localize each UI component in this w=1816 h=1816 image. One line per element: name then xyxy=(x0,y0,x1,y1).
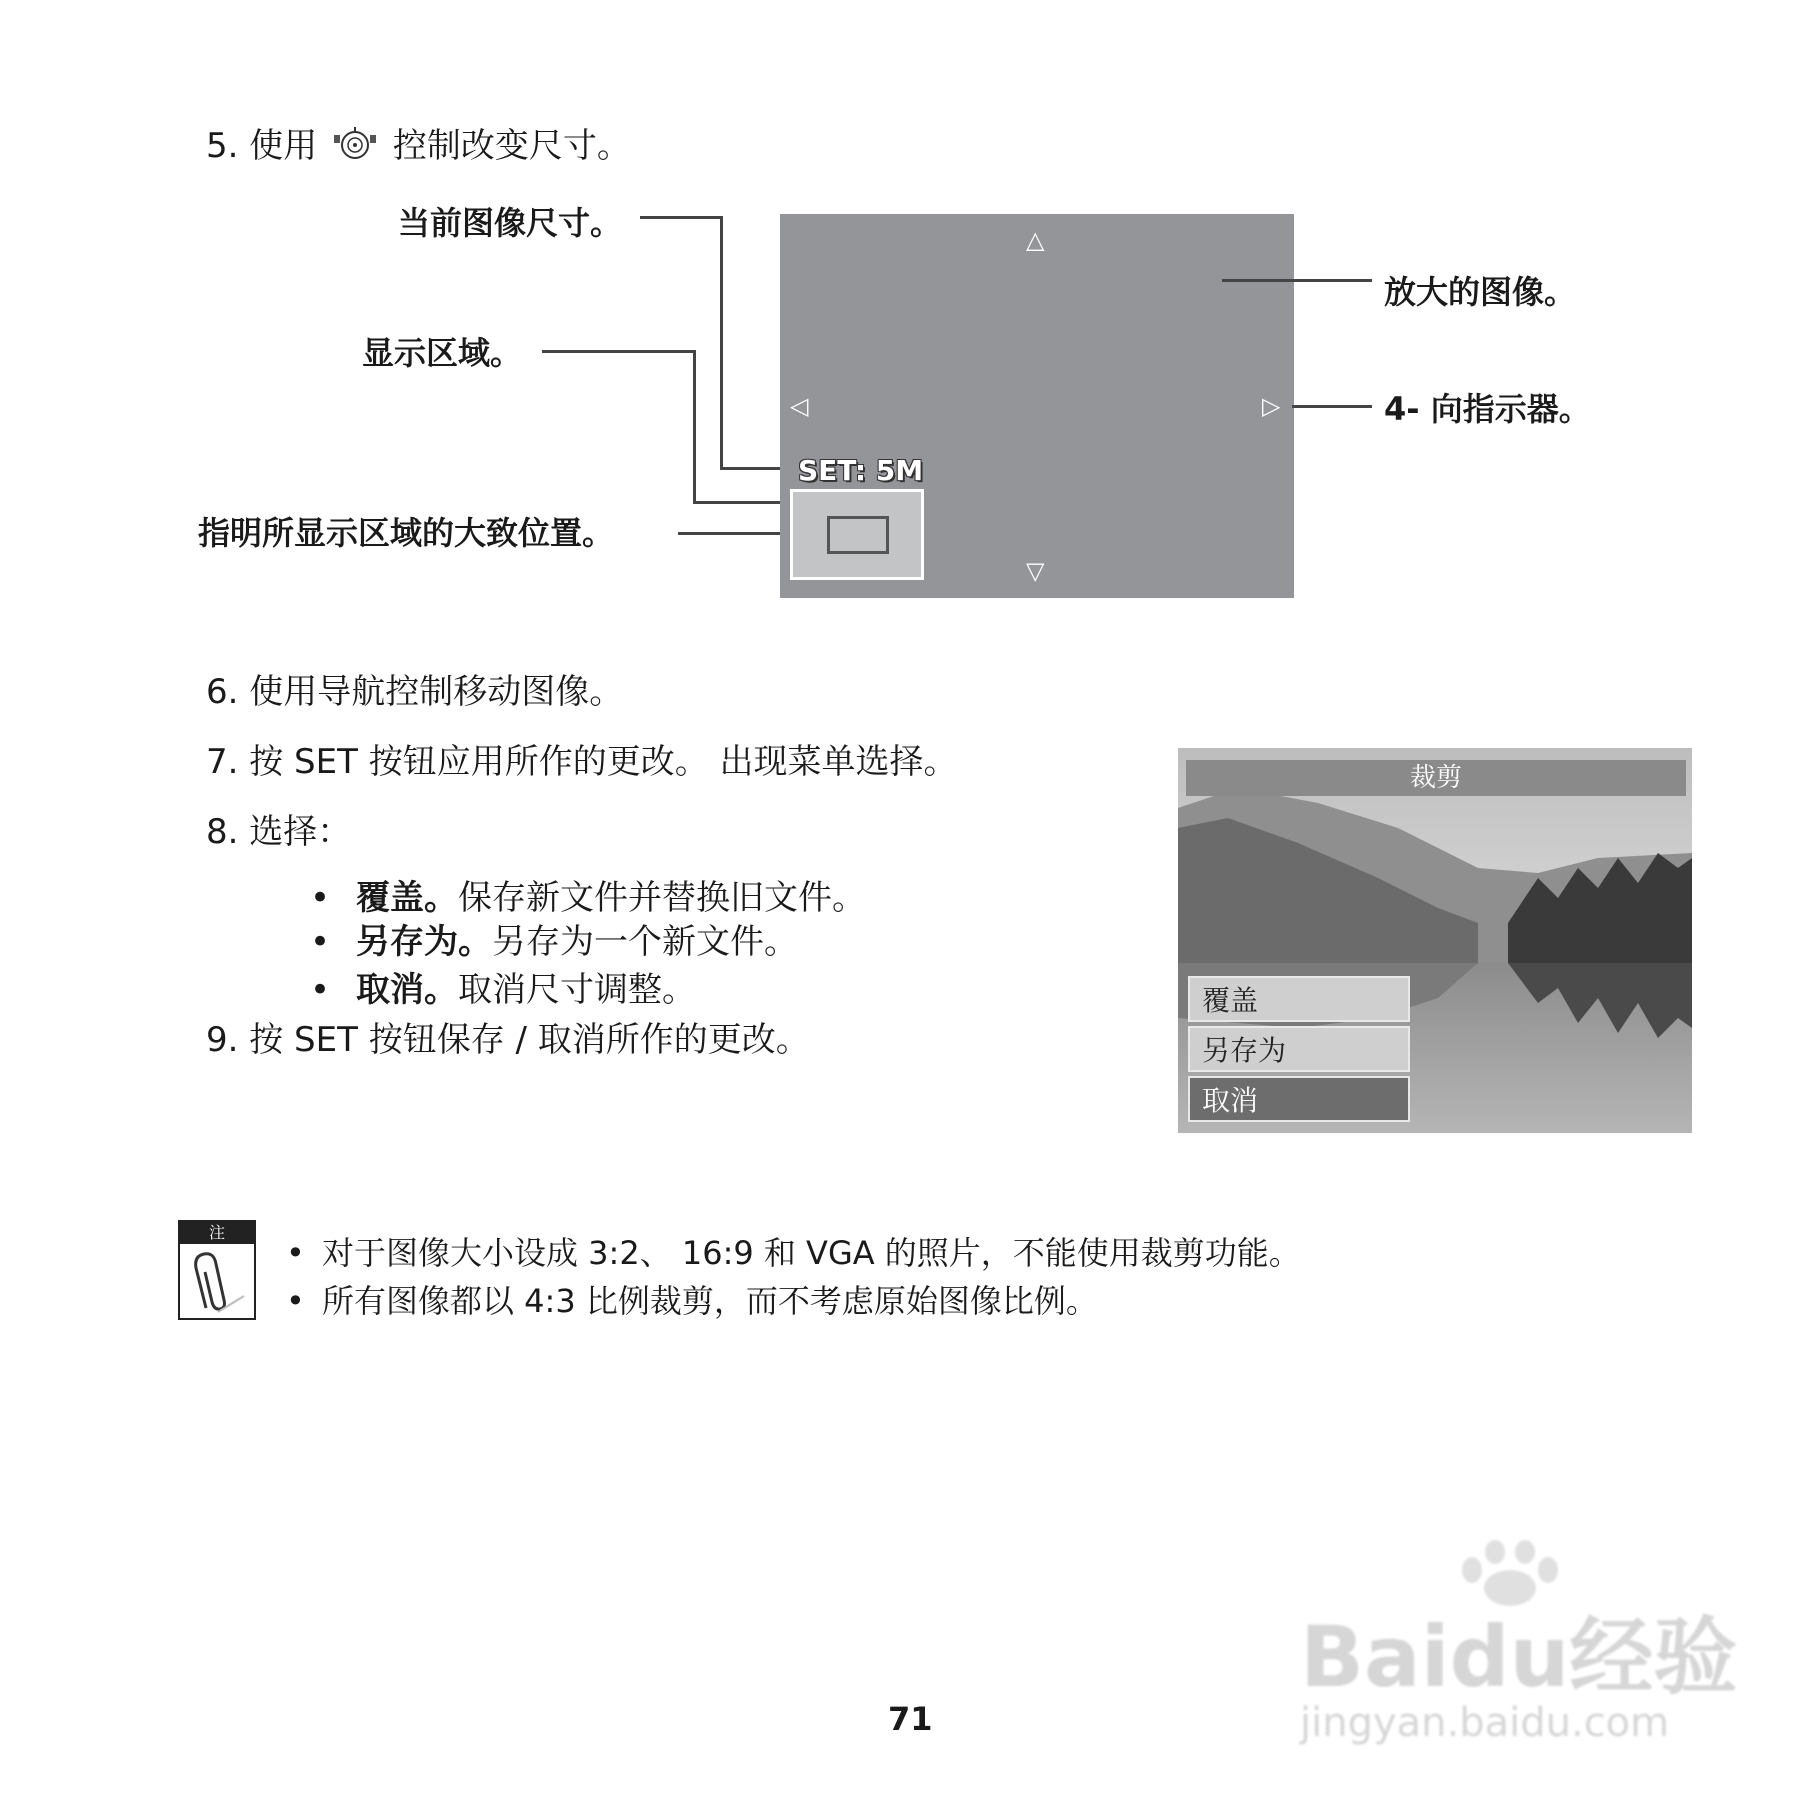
arrow-down-icon: ▽ xyxy=(1026,557,1045,585)
bullet-save-as xyxy=(310,914,798,963)
callout-current-size: 当前图像尺寸。 xyxy=(398,204,623,242)
zoom-screen xyxy=(780,214,1294,598)
bullet-dot: • xyxy=(286,1234,305,1272)
watermark-url: jingyan.baidu.com xyxy=(1300,1700,1670,1746)
step-6: 6. 使用导航控制移动图像。 xyxy=(206,672,624,712)
leader-current-size-h1 xyxy=(640,216,722,219)
bullet-dot: • xyxy=(310,878,331,918)
leader-display-area-v xyxy=(693,350,696,504)
dial-icon xyxy=(332,123,378,172)
bullet-term: 覆盖。 xyxy=(356,878,458,918)
navigation-box xyxy=(790,489,924,580)
arrow-right-icon: ▷ xyxy=(1262,392,1281,420)
callout-four-way: 4- 向指示器。 xyxy=(1384,390,1591,428)
callout-display-area: 显示区域。 xyxy=(362,334,523,372)
leader-enlarged xyxy=(1222,279,1372,282)
callout-position: 指明所显示区域的大致位置。 xyxy=(198,514,615,552)
menu-overwrite[interactable]: 覆盖 xyxy=(1188,976,1410,1022)
arrow-left-icon: ◁ xyxy=(790,392,809,420)
bullet-overwrite xyxy=(310,870,866,919)
baidu-watermark xyxy=(1300,1540,1740,1760)
crop-title-bar: 裁剪 xyxy=(1186,760,1686,796)
size-label: SET: 5M xyxy=(798,454,924,487)
note-label: 注 xyxy=(180,1222,254,1244)
arrow-up-icon: △ xyxy=(1026,226,1045,254)
page-number: 71 xyxy=(888,1700,933,1738)
step-5-suffix: 控制改变尺寸。 xyxy=(392,126,631,166)
bullet-cancel xyxy=(310,962,696,1011)
step-8: 8. 选择： xyxy=(206,812,352,852)
step-5 xyxy=(206,118,631,172)
note-text: 对于图像大小设成 3:2、 16:9 和 VGA 的照片，不能使用裁剪功能。 xyxy=(322,1234,1301,1272)
bullet-dot: • xyxy=(310,922,331,962)
note-line-1 xyxy=(286,1228,1301,1274)
leader-four-way xyxy=(1292,405,1372,408)
bullet-desc: 另存为一个新文件。 xyxy=(492,922,798,962)
crop-screen xyxy=(1178,748,1692,1133)
bullet-dot: • xyxy=(286,1282,305,1320)
display-area-indicator xyxy=(827,516,889,554)
step-7: 7. 按 SET 按钮应用所作的更改。 出现菜单选择。 xyxy=(206,742,958,782)
step-5-prefix: 5. 使用 xyxy=(206,126,318,166)
paperclip-icon xyxy=(184,1246,252,1318)
bullet-desc: 取消尺寸调整。 xyxy=(458,970,696,1010)
note-icon xyxy=(178,1220,256,1320)
menu-cancel[interactable]: 取消 xyxy=(1188,1076,1410,1122)
watermark-brand: Baidu经验 xyxy=(1300,1608,1738,1706)
note-text: 所有图像都以 4:3 比例裁剪，而不考虑原始图像比例。 xyxy=(322,1282,1098,1320)
leader-display-area-h1 xyxy=(542,350,696,353)
bullet-desc: 保存新文件并替换旧文件。 xyxy=(458,878,866,918)
leader-current-size-v xyxy=(720,216,723,470)
menu-save-as[interactable]: 另存为 xyxy=(1188,1026,1410,1072)
note-line-2 xyxy=(286,1276,1098,1322)
bullet-term: 另存为。 xyxy=(356,922,492,962)
step-9: 9. 按 SET 按钮保存 / 取消所作的更改。 xyxy=(206,1020,810,1060)
bullet-dot: • xyxy=(310,970,331,1010)
callout-enlarged: 放大的图像。 xyxy=(1384,273,1577,311)
bullet-term: 取消。 xyxy=(356,970,458,1010)
